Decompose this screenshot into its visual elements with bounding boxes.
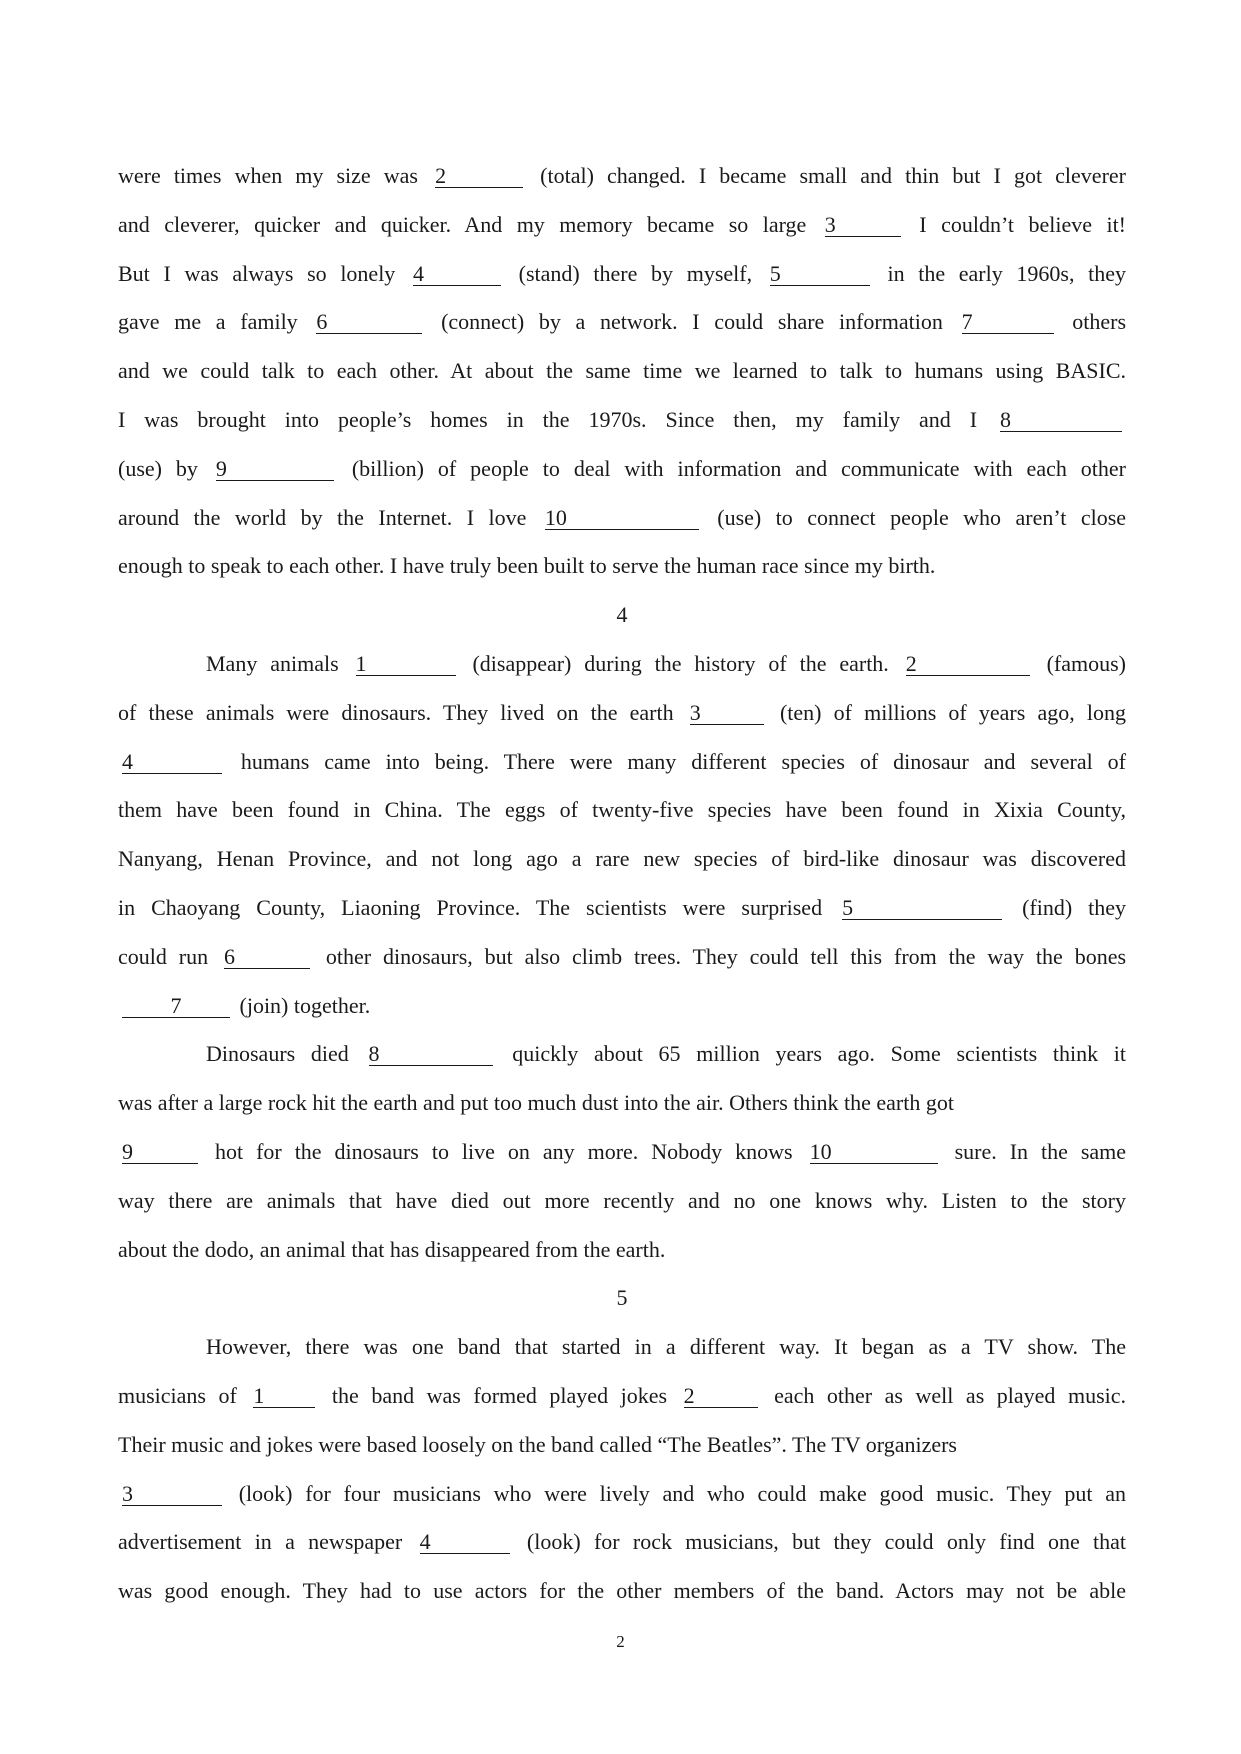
text-line [118, 640, 1126, 689]
text-run: and we could talk to each other. At about the same time we learned to talk to humans using BASIC. [118, 358, 1126, 384]
text-line [118, 1079, 1126, 1128]
text-run: (look) for rock musicians, but they could only find one that [526, 1529, 1126, 1555]
section-number [118, 591, 1126, 640]
answer-blank[interactable]: 1 [253, 1385, 315, 1408]
text-line [118, 786, 1126, 835]
text-run: (billion) of people to deal with information and communicate with each other [351, 455, 1126, 481]
text-run: other dinosaurs, but also climb trees. They could tell this from the way the bones [325, 943, 1126, 969]
answer-blank[interactable]: 6 [316, 311, 422, 334]
text-line [118, 835, 1126, 884]
text-run: (ten) of millions of years ago, long [779, 699, 1126, 725]
text-run: humans came into being. There were many different species of dinosaur and several of [240, 748, 1126, 774]
answer-blank[interactable]: 1 [356, 653, 456, 676]
text-run: musicians of [118, 1382, 237, 1408]
answer-blank[interactable]: 3 [825, 214, 901, 237]
answer-blank[interactable]: 6 [224, 946, 310, 969]
text-run: advertisement in a newspaper [118, 1529, 403, 1555]
text-line [118, 1177, 1126, 1226]
text-run: in the early 1960s, they [887, 260, 1126, 286]
answer-blank[interactable]: 4 [122, 751, 222, 774]
text-run: was after a large rock hit the earth and put too much dust into the air. Others think the earth got [118, 1090, 954, 1116]
text-line [118, 1372, 1126, 1421]
text-line [118, 494, 1126, 543]
answer-blank[interactable]: 3 [122, 1483, 222, 1506]
answer-blank[interactable]: 4 [413, 263, 501, 286]
text-run: (connect) by a network. I could share information [441, 309, 943, 335]
text-run: Their music and jokes were based loosely on the band called “The Beatles”. The TV organizers [118, 1431, 957, 1457]
text-run: (find) they [1022, 894, 1126, 920]
text-line [118, 1128, 1126, 1177]
text-run: the band was formed played jokes [331, 1382, 668, 1408]
text-run: (stand) there by myself, [518, 260, 753, 286]
text-line [118, 152, 1126, 201]
text-run: (total) changed. I became small and thin but I got cleverer [540, 163, 1126, 188]
text-run: (famous) [1046, 650, 1126, 676]
text-line [118, 1421, 1126, 1470]
section-number [118, 1274, 1126, 1323]
answer-blank[interactable]: 8 [369, 1043, 493, 1066]
text-run: (use) to connect people who aren’t close [717, 504, 1126, 530]
text-line [118, 201, 1126, 250]
text-line [118, 1567, 1126, 1616]
text-run: hot for the dinosaurs to live on any more. Nobody knows [214, 1138, 793, 1164]
text-line [118, 1470, 1126, 1519]
text-run: and cleverer, quicker and quicker. And my memory became so large [118, 211, 807, 237]
text-run: (join) together. [239, 992, 371, 1018]
text-line [118, 1226, 1126, 1275]
text-line [118, 1030, 1126, 1079]
answer-blank[interactable]: 2 [906, 653, 1030, 676]
text-run: each other as well as played music. [774, 1382, 1126, 1408]
text-run: enough to speak to each other. I have truly been built to serve the human race since my birth. [118, 553, 936, 579]
text-run: Many animals [206, 650, 339, 676]
text-run: I was brought into people’s homes in the 1970s. Since then, my family and I [118, 406, 978, 432]
text-run: (look) for four musicians who were lively and who could make good music. They put an [238, 1480, 1126, 1506]
text-line [118, 738, 1126, 787]
text-line [118, 396, 1126, 445]
answer-blank[interactable]: 2 [435, 165, 523, 188]
text-run: (disappear) during the history of the earth. [472, 650, 889, 676]
text-line [118, 1518, 1126, 1567]
text-run: 4 [616, 602, 628, 628]
text-line [118, 347, 1126, 396]
answer-blank[interactable]: 10 [545, 507, 699, 530]
text-line [118, 933, 1126, 982]
text-line [118, 689, 1126, 738]
answer-blank[interactable]: 7 [122, 995, 230, 1018]
text-run: around the world by the Internet. I love [118, 504, 527, 530]
answer-blank[interactable]: 7 [962, 311, 1054, 334]
text-run: others [1072, 309, 1126, 335]
text-run: 5 [616, 1285, 628, 1311]
text-line [118, 1323, 1126, 1372]
text-run: about the dodo, an animal that has disappeared from the earth. [118, 1236, 666, 1262]
text-line [118, 884, 1126, 933]
text-run: way there are animals that have died out more recently and no one knows why. Listen to the story [118, 1187, 1126, 1213]
answer-blank[interactable]: 2 [684, 1385, 758, 1408]
text-run: (use) by [118, 455, 198, 481]
text-run: them have been found in China. The eggs of twenty-five species have been found in Xixia County, [118, 797, 1126, 823]
text-run: I couldn’t believe it! [919, 211, 1126, 237]
text-run: in Chaoyang County, Liaoning Province. The scientists were surprised [118, 894, 823, 920]
text-run: But I was always so lonely [118, 260, 396, 286]
text-line [118, 542, 1126, 591]
text-run: sure. In the same [954, 1138, 1126, 1164]
text-run: Nanyang, Henan Province, and not long ago a rare new species of bird-like dinosaur was discovered [118, 846, 1126, 872]
text-run: quickly about 65 million years ago. Some scientists think it [512, 1041, 1126, 1067]
text-line [118, 298, 1126, 347]
answer-blank[interactable]: 9 [216, 458, 334, 481]
text-line [118, 445, 1126, 494]
answer-blank[interactable]: 10 [810, 1141, 938, 1164]
page-number: 2 [616, 1632, 625, 1651]
text-line [118, 250, 1126, 299]
text-run: could run [118, 943, 209, 969]
answer-blank[interactable]: 4 [420, 1531, 510, 1554]
answer-blank[interactable]: 9 [122, 1141, 198, 1164]
answer-blank[interactable]: 5 [842, 897, 1002, 920]
answer-blank[interactable]: 3 [690, 702, 764, 725]
text-run: were times when my size was [118, 163, 418, 188]
text-run: However, there was one band that started in a different way. It began as a TV show. The [206, 1334, 1126, 1360]
answer-blank[interactable]: 8 [1000, 409, 1122, 432]
text-run: Dinosaurs died [206, 1041, 349, 1067]
answer-blank[interactable]: 5 [770, 263, 870, 286]
document-body [118, 152, 1126, 1616]
text-run: of these animals were dinosaurs. They lived on the earth [118, 699, 674, 725]
text-run: was good enough. They had to use actors for the other members of the band. Actors may not be able [118, 1578, 1126, 1604]
text-run: gave me a family [118, 309, 298, 335]
text-line [118, 982, 1126, 1031]
